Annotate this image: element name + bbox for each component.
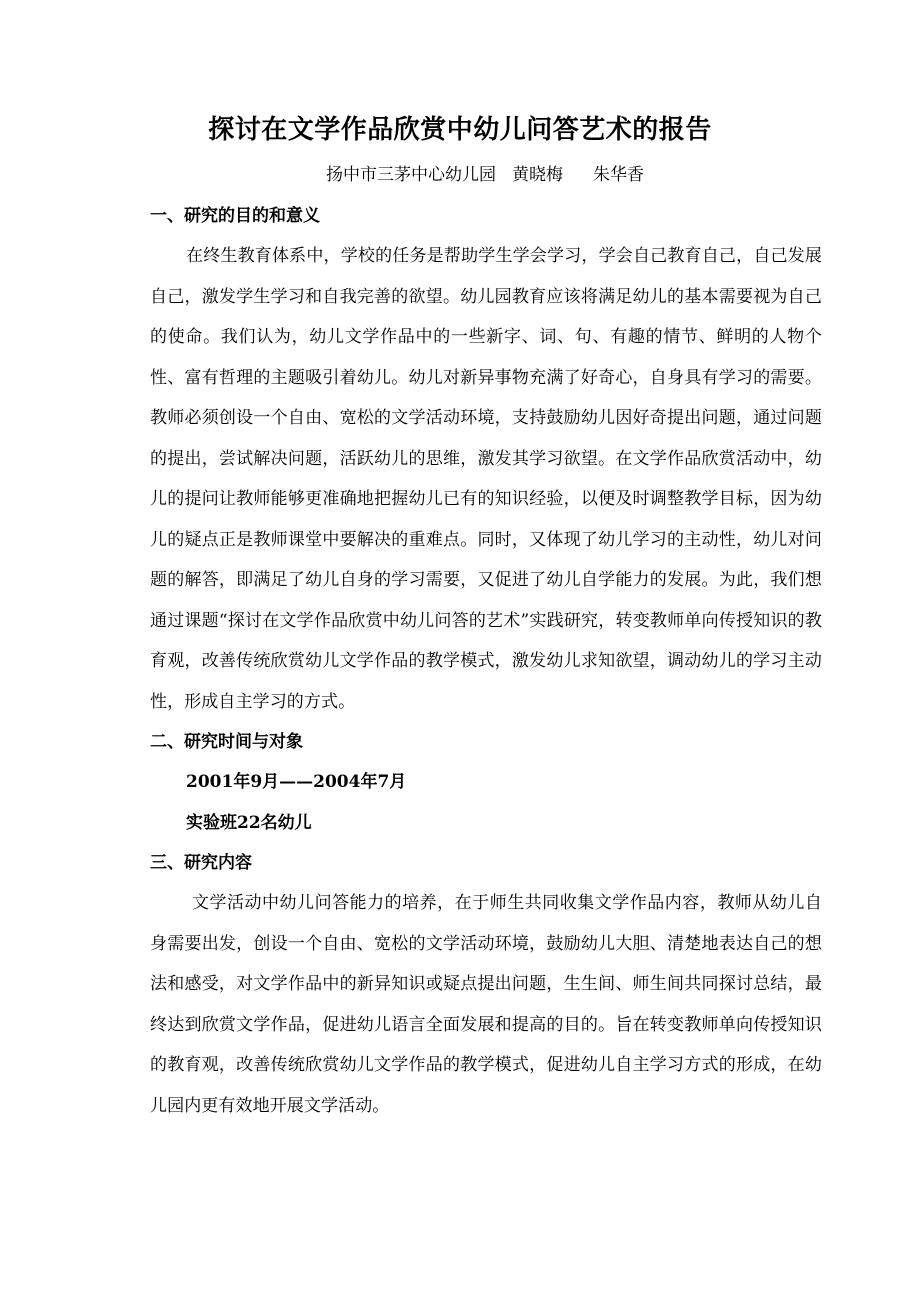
section-heading: 二、研究时间与对象 [150, 732, 303, 752]
section-paragraph: 文学活动中幼儿问答能力的培养，在于师生共同收集文学作品内容，教师从幼儿自身需要出发，创设一个自由、宽松的文学活动环境，鼓励幼儿大胆、清楚地表达自己的想法和感受，对文学作品中的新异知识或疑点提出问题，生生间、师生间共同探讨总结，最终达到欣赏文学作品，促进幼儿语言全面发展和提高的目的。旨在转变教师单向传授知识的教育观，改善传统欣赏幼儿文学作品的教学模式，促进幼儿自主学习方式的形成，在幼儿园内更有效地开展文学活动。 [150, 893, 822, 1116]
section-paragraph: 在终生教育体系中，学校的任务是帮助学生学会学习，学会自己教育自己，自己发展自己，激发学生学习和自我完善的欲望。幼儿园教育应该将满足幼儿的基本需要视为自己的使命。我们认为，幼儿文学作品中的一些新字、词、句、有趣的情节、鲜明的人物个性、富有哲理的主题吸引着幼儿。幼儿对新异事物充满了好奇心，自身具有学习的需要。教师必须创设一个自由、宽松的文学活动环境，支持鼓励幼儿因好奇提出问题，通过问题的提出，尝试解决问题，活跃幼儿的思维，激发其学习欲望。在文学作品欣赏活动中，幼儿的提问让教师能够更准确地把握幼儿已有的知识经验，以便及时调整教学目标，因为幼儿的疑点正是教师课堂中要解决的重难点。同时，又体现了幼儿学习的主动性，幼儿对问题的解答，即满足了幼儿自身的学习需要，又促进了幼儿自学能力的发展。为此，我们想通过课题“探讨在文学作品欣赏中幼儿问答的艺术”实践研究，转变教师单向传授知识的教育观，改善传统欣赏幼儿文学作品的教学模式，激发幼儿求知欲望，调动幼儿的学习主动性，形成自主学习的方式。 [150, 246, 822, 712]
byline-organization: 扬中市三茅中心幼儿园 [326, 165, 496, 185]
document-body [150, 196, 822, 1126]
section-purpose [150, 196, 822, 722]
research-time: 2001年9月——2004年7月 [186, 772, 407, 792]
section-heading: 一、研究的目的和意义 [150, 206, 320, 226]
section-heading: 三、研究内容 [150, 853, 252, 873]
byline [0, 160, 920, 190]
section-time-and-subjects [150, 722, 822, 843]
byline-author-1: 黄晓梅 [512, 165, 563, 185]
byline-author-2: 朱华香 [593, 165, 644, 185]
section-content [150, 843, 822, 1126]
research-subjects: 实验班22名幼儿 [186, 812, 312, 833]
document-title: 探讨在文学作品欣赏中幼儿问答艺术的报告 [208, 115, 712, 145]
